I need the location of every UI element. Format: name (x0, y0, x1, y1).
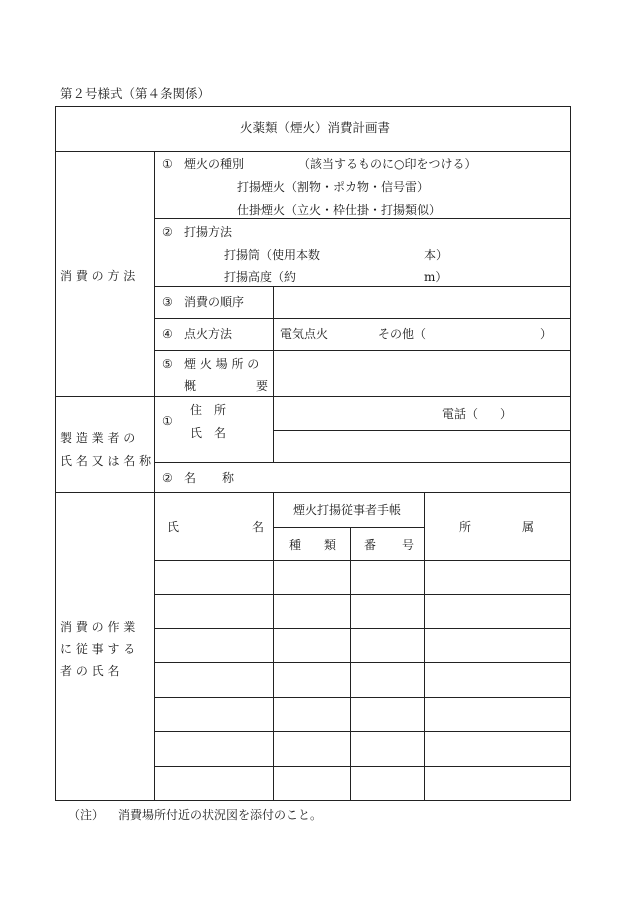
item4-electric: 電気点火 (280, 327, 329, 341)
item1-set-piece: 仕掛煙火（立火・枠仕掛・打揚類似） (237, 203, 442, 217)
col-type-b: 類 (324, 538, 337, 552)
col-notebook: 煙火打揚従事者手帳 (293, 503, 402, 517)
manufacturer-phone-close: ） (500, 407, 513, 421)
form-id: 第２号様式（第４条関係） (60, 86, 211, 101)
item1-label: 煙火の種別 (184, 157, 245, 171)
item4-other: その他（ (378, 327, 427, 341)
section-label-workers-3: 者 の 氏 名 (60, 664, 120, 678)
col-type-a: 種 (289, 538, 302, 552)
col-name-a: 氏 (167, 520, 180, 534)
col-affiliation-b: 属 (522, 520, 535, 534)
section-label-manufacturer-2: 氏 名 又 は 名 称 (60, 454, 152, 468)
manufacturer-item2-num: ② (162, 471, 173, 485)
manufacturer-name-label: 氏 名 (190, 426, 227, 440)
col-number-a: 番 (364, 538, 377, 552)
item2-tube-unit: 本） (424, 248, 449, 262)
section-label-workers-1: 消 費 の 作 業 (60, 620, 136, 634)
item2-height-label: 打揚高度（約 (224, 270, 297, 284)
note-text: 消費場所付近の状況図を添付のこと。 (118, 808, 323, 822)
manufacturer-item1-num: ① (162, 414, 173, 428)
item1-aerial: 打揚煙火（割物・ポカ物・信号雷） (237, 180, 430, 194)
item2-num: ② (162, 225, 173, 239)
item4-label: 点火方法 (184, 327, 233, 341)
item1-note: （該当するものに○印をつける） (298, 157, 477, 171)
item4-num: ④ (162, 327, 173, 341)
item2-tube-label: 打揚筒（使用本数 (224, 248, 321, 262)
manufacturer-phone-label: 電話（ (442, 407, 479, 421)
item2-label: 打揚方法 (184, 225, 233, 239)
manufacturer-item2-label-b: 称 (222, 471, 235, 485)
section-label-workers-2: に 従 事 す る (60, 642, 136, 656)
item3-label: 消費の順序 (184, 295, 245, 309)
section-label-consumption: 消 費 の 方 法 (60, 269, 136, 283)
item3-num: ③ (162, 295, 173, 309)
item2-height-unit: m） (424, 270, 448, 284)
col-name-b: 名 (252, 520, 265, 534)
col-number-b: 号 (402, 538, 415, 552)
page-title: 火薬類（煙火）消費計画書 (239, 120, 390, 135)
item4-other-close: ） (540, 327, 553, 341)
section-label-manufacturer-1: 製 造 業 者 の (60, 431, 136, 445)
manufacturer-address-label: 住 所 (190, 403, 227, 417)
item5-num: ⑤ (162, 357, 173, 371)
item1-num: ① (162, 157, 173, 171)
item5-label-line1: 煙 火 場 所 の (184, 357, 260, 371)
manufacturer-item2-label-a: 名 (184, 471, 197, 485)
item5-label-line2-a: 概 (184, 379, 197, 393)
col-affiliation-a: 所 (459, 520, 472, 534)
item5-label-line2-b: 要 (256, 379, 269, 393)
note-prefix: （注） (68, 808, 105, 822)
